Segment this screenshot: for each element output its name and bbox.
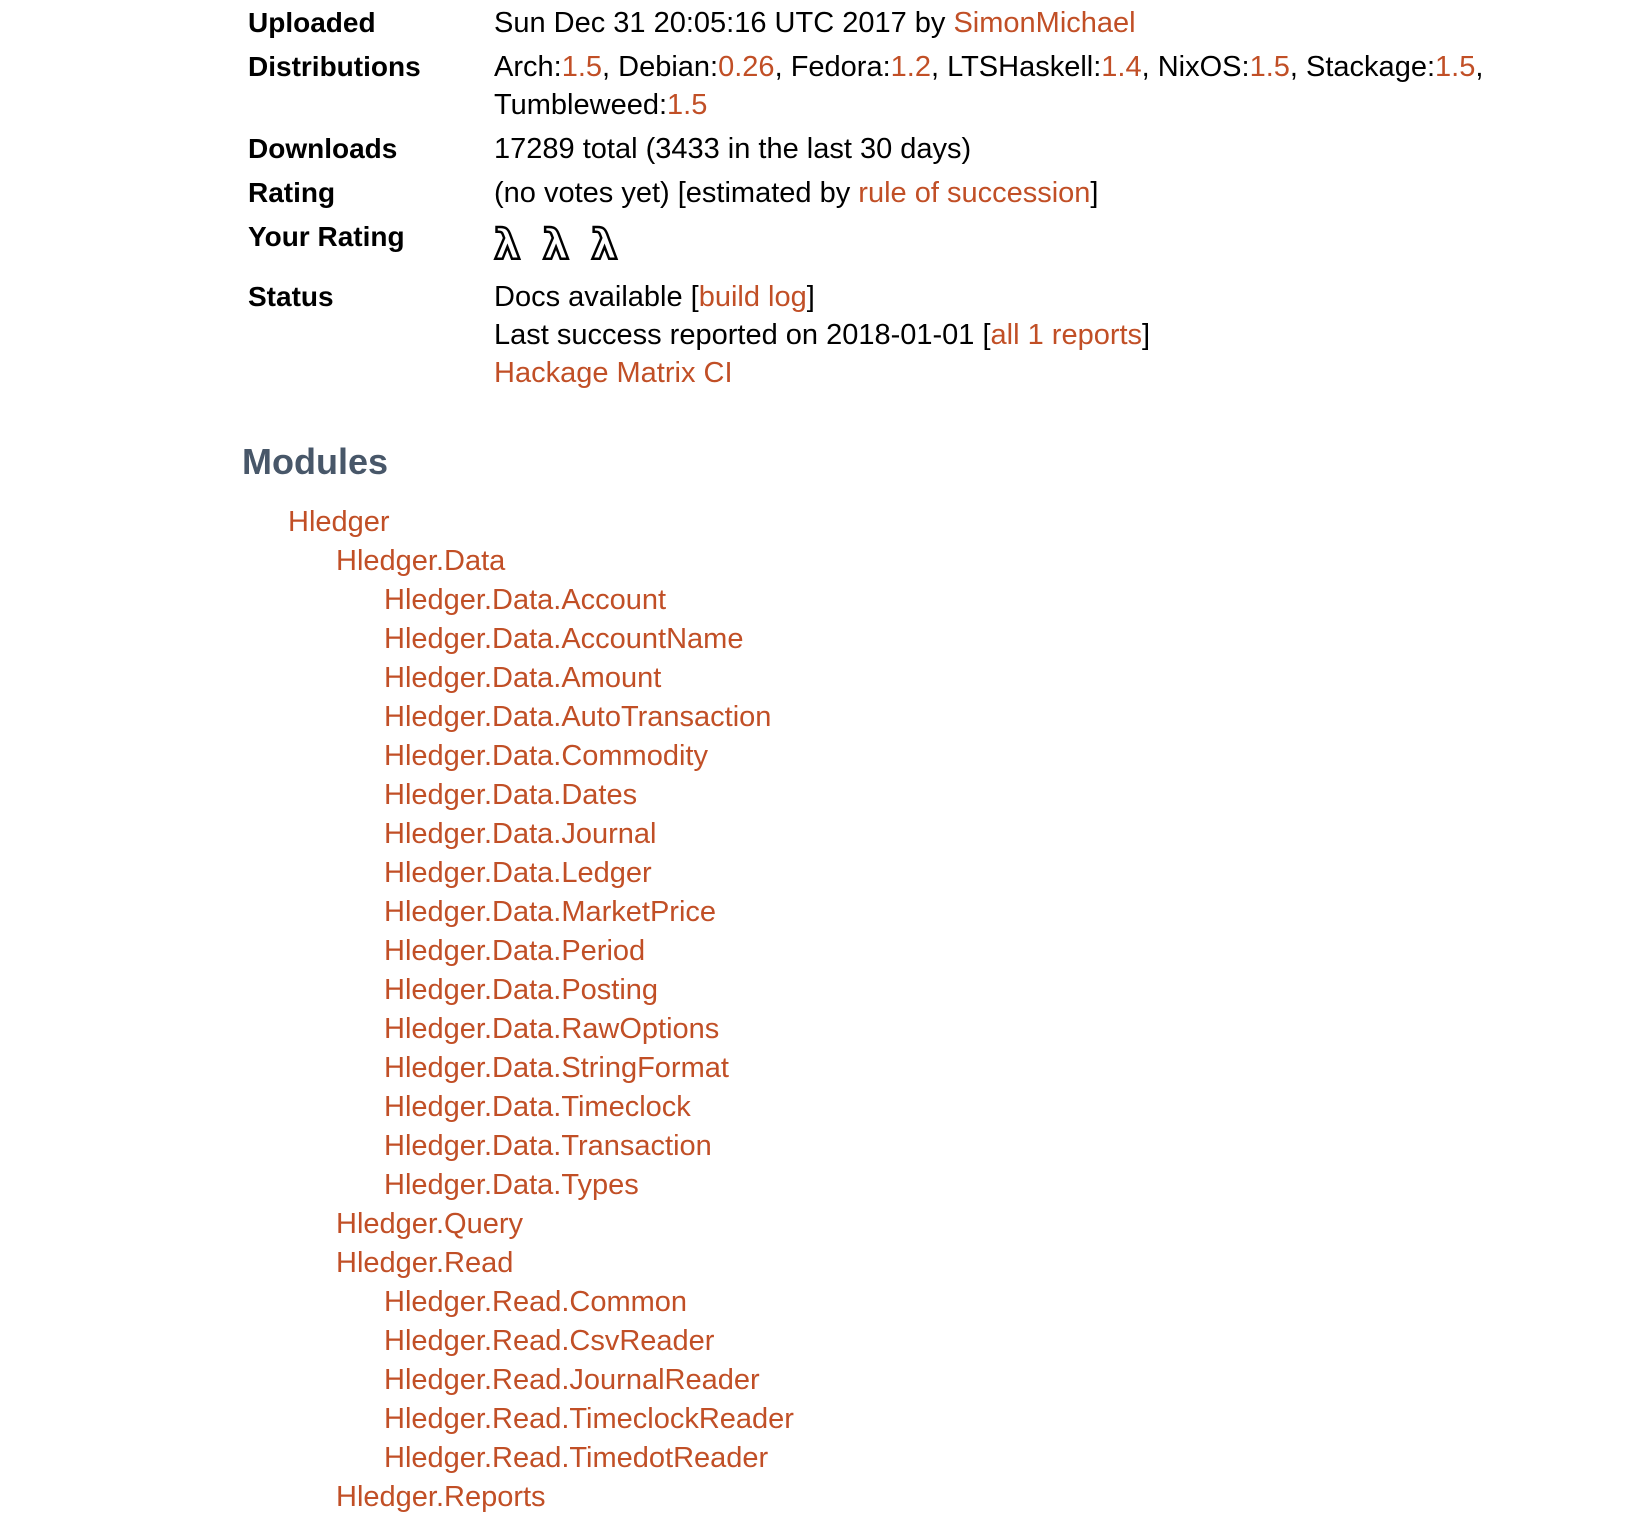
property-label-uploaded: Uploaded bbox=[248, 7, 376, 38]
rating-lambda-2[interactable]: λ bbox=[542, 220, 570, 269]
module-link-hledger-data-autotransaction[interactable]: Hledger.Data.AutoTransaction bbox=[384, 701, 772, 733]
module-link-hledger-data-marketprice[interactable]: Hledger.Data.MarketPrice bbox=[384, 896, 717, 928]
module-subtree bbox=[336, 1283, 1639, 1478]
module-link-hledger-data-transaction[interactable]: Hledger.Data.Transaction bbox=[384, 1130, 712, 1162]
rating-lambda-3[interactable]: λ bbox=[591, 220, 618, 269]
property-row-distributions bbox=[248, 45, 1483, 127]
module-subtree bbox=[288, 542, 1639, 1517]
module-link-hledger-data-posting[interactable]: Hledger.Data.Posting bbox=[384, 974, 659, 1006]
module-link-hledger-data-stringformat[interactable]: Hledger.Data.StringFormat bbox=[384, 1052, 729, 1084]
property-row-rating bbox=[248, 171, 1483, 215]
status-value bbox=[494, 275, 1483, 395]
module-link-hledger-read-timedotreader[interactable]: Hledger.Read.TimedotReader bbox=[384, 1442, 769, 1474]
module-link-hledger-read-journalreader[interactable]: Hledger.Read.JournalReader bbox=[384, 1364, 760, 1396]
module-link-hledger-data-account[interactable]: Hledger.Data.Account bbox=[384, 584, 667, 616]
property-label-status: Status bbox=[248, 281, 334, 312]
module-link-hledger-data-amount[interactable]: Hledger.Data.Amount bbox=[384, 662, 662, 694]
your-rating-widget bbox=[494, 215, 1483, 275]
dist-version-link-fedora[interactable]: 1.2 bbox=[890, 51, 931, 83]
module-item bbox=[384, 1088, 1639, 1127]
link-all-1-reports[interactable]: all 1 reports bbox=[990, 319, 1143, 351]
module-item bbox=[384, 1361, 1639, 1400]
module-link-hledger-data-types[interactable]: Hledger.Data.Types bbox=[384, 1169, 639, 1201]
module-item bbox=[336, 1244, 1639, 1283]
module-item bbox=[384, 1400, 1639, 1439]
module-item bbox=[384, 971, 1639, 1010]
module-link-hledger-read-timeclockreader[interactable]: Hledger.Read.TimeclockReader bbox=[384, 1403, 794, 1435]
rating-lambda-1[interactable]: λ bbox=[494, 220, 521, 269]
property-row-downloads bbox=[248, 127, 1483, 171]
module-link-hledger-read-csvreader[interactable]: Hledger.Read.CsvReader bbox=[384, 1325, 715, 1357]
module-item bbox=[384, 659, 1639, 698]
status-line-1: Docs available [build log] bbox=[494, 281, 815, 313]
module-list bbox=[336, 581, 1639, 1205]
downloads-value: 17289 total (3433 in the last 30 days) bbox=[494, 133, 972, 165]
status-line-2: Last success reported on 2018-01-01 [all 1 reports] bbox=[494, 319, 1151, 351]
module-item bbox=[384, 1322, 1639, 1361]
module-link-hledger-data-dates[interactable]: Hledger.Data.Dates bbox=[384, 779, 638, 811]
property-label-rating: Rating bbox=[248, 177, 336, 208]
module-item bbox=[384, 737, 1639, 776]
uploaded-value: Sun Dec 31 20:05:16 UTC 2017 by SimonMichael bbox=[494, 7, 1136, 39]
status-line-3 bbox=[494, 354, 1483, 392]
property-label-downloads: Downloads bbox=[248, 133, 398, 164]
property-row-status bbox=[248, 275, 1483, 395]
module-link-hledger-reports[interactable]: Hledger.Reports bbox=[336, 1481, 546, 1513]
module-list bbox=[288, 542, 1639, 1517]
distributions-value: Arch:1.5, Debian:0.26, Fedora:1.2, LTSHaskell:1.4, NixOS:1.5, Stackage:1.5, Tumbleweed:1.5 bbox=[494, 51, 1484, 121]
module-item bbox=[336, 1478, 1639, 1517]
module-link-hledger-query[interactable]: Hledger.Query bbox=[336, 1208, 523, 1240]
module-item bbox=[384, 1439, 1639, 1478]
dist-version-link-stackage[interactable]: 1.5 bbox=[1435, 51, 1476, 83]
module-link-hledger-data-journal[interactable]: Hledger.Data.Journal bbox=[384, 818, 657, 850]
module-link-hledger-read-common[interactable]: Hledger.Read.Common bbox=[384, 1286, 688, 1318]
module-item bbox=[384, 815, 1639, 854]
module-item bbox=[384, 1283, 1639, 1322]
link-rule-of-succession[interactable]: rule of succession bbox=[858, 177, 1091, 209]
package-properties-table bbox=[248, 1, 1483, 395]
dist-version-link-nixos[interactable]: 1.5 bbox=[1249, 51, 1290, 83]
module-link-hledger-data-commodity[interactable]: Hledger.Data.Commodity bbox=[384, 740, 708, 772]
module-link-hledger-data-ledger[interactable]: Hledger.Data.Ledger bbox=[384, 857, 652, 889]
module-item bbox=[384, 776, 1639, 815]
module-item bbox=[384, 893, 1639, 932]
module-item bbox=[336, 1205, 1639, 1244]
module-link-hledger-data-rawoptions[interactable]: Hledger.Data.RawOptions bbox=[384, 1013, 720, 1045]
module-link-hledger[interactable]: Hledger bbox=[288, 506, 390, 538]
module-item bbox=[384, 854, 1639, 893]
module-tree bbox=[240, 503, 1639, 1517]
dist-version-link-debian[interactable]: 0.26 bbox=[718, 51, 775, 83]
rating-value: (no votes yet) [estimated by rule of succession] bbox=[494, 177, 1099, 209]
module-link-hledger-data-accountname[interactable]: Hledger.Data.AccountName bbox=[384, 623, 744, 655]
link-build-log[interactable]: build log bbox=[698, 281, 807, 313]
module-item bbox=[384, 581, 1639, 620]
property-label-your-rating: Your Rating bbox=[248, 221, 405, 252]
module-item bbox=[384, 1127, 1639, 1166]
dist-version-link-arch[interactable]: 1.5 bbox=[561, 51, 603, 83]
modules-heading: Modules bbox=[242, 441, 389, 482]
module-item bbox=[288, 503, 1639, 542]
module-item bbox=[384, 698, 1639, 737]
property-row-your-rating bbox=[248, 215, 1483, 275]
module-link-hledger-read[interactable]: Hledger.Read bbox=[336, 1247, 514, 1279]
dist-version-link-ltshaskell[interactable]: 1.4 bbox=[1101, 51, 1142, 83]
module-list bbox=[336, 1283, 1639, 1478]
property-label-distributions: Distributions bbox=[248, 51, 421, 82]
dist-version-link-tumbleweed[interactable]: 1.5 bbox=[667, 89, 708, 121]
module-subtree bbox=[336, 581, 1639, 1205]
module-link-hledger-data-period[interactable]: Hledger.Data.Period bbox=[384, 935, 646, 967]
module-item bbox=[384, 1010, 1639, 1049]
property-row-uploaded bbox=[248, 1, 1483, 45]
module-item bbox=[384, 1166, 1639, 1205]
module-link-hledger-data-timeclock[interactable]: Hledger.Data.Timeclock bbox=[384, 1091, 691, 1123]
module-item bbox=[384, 620, 1639, 659]
module-item bbox=[336, 542, 1639, 581]
module-list bbox=[240, 503, 1639, 1517]
link-simonmichael[interactable]: SimonMichael bbox=[953, 7, 1136, 39]
module-item bbox=[384, 1049, 1639, 1088]
module-link-hledger-data[interactable]: Hledger.Data bbox=[336, 545, 506, 577]
module-item bbox=[384, 932, 1639, 971]
link-hackage-matrix-ci[interactable]: Hackage Matrix CI bbox=[494, 357, 733, 389]
